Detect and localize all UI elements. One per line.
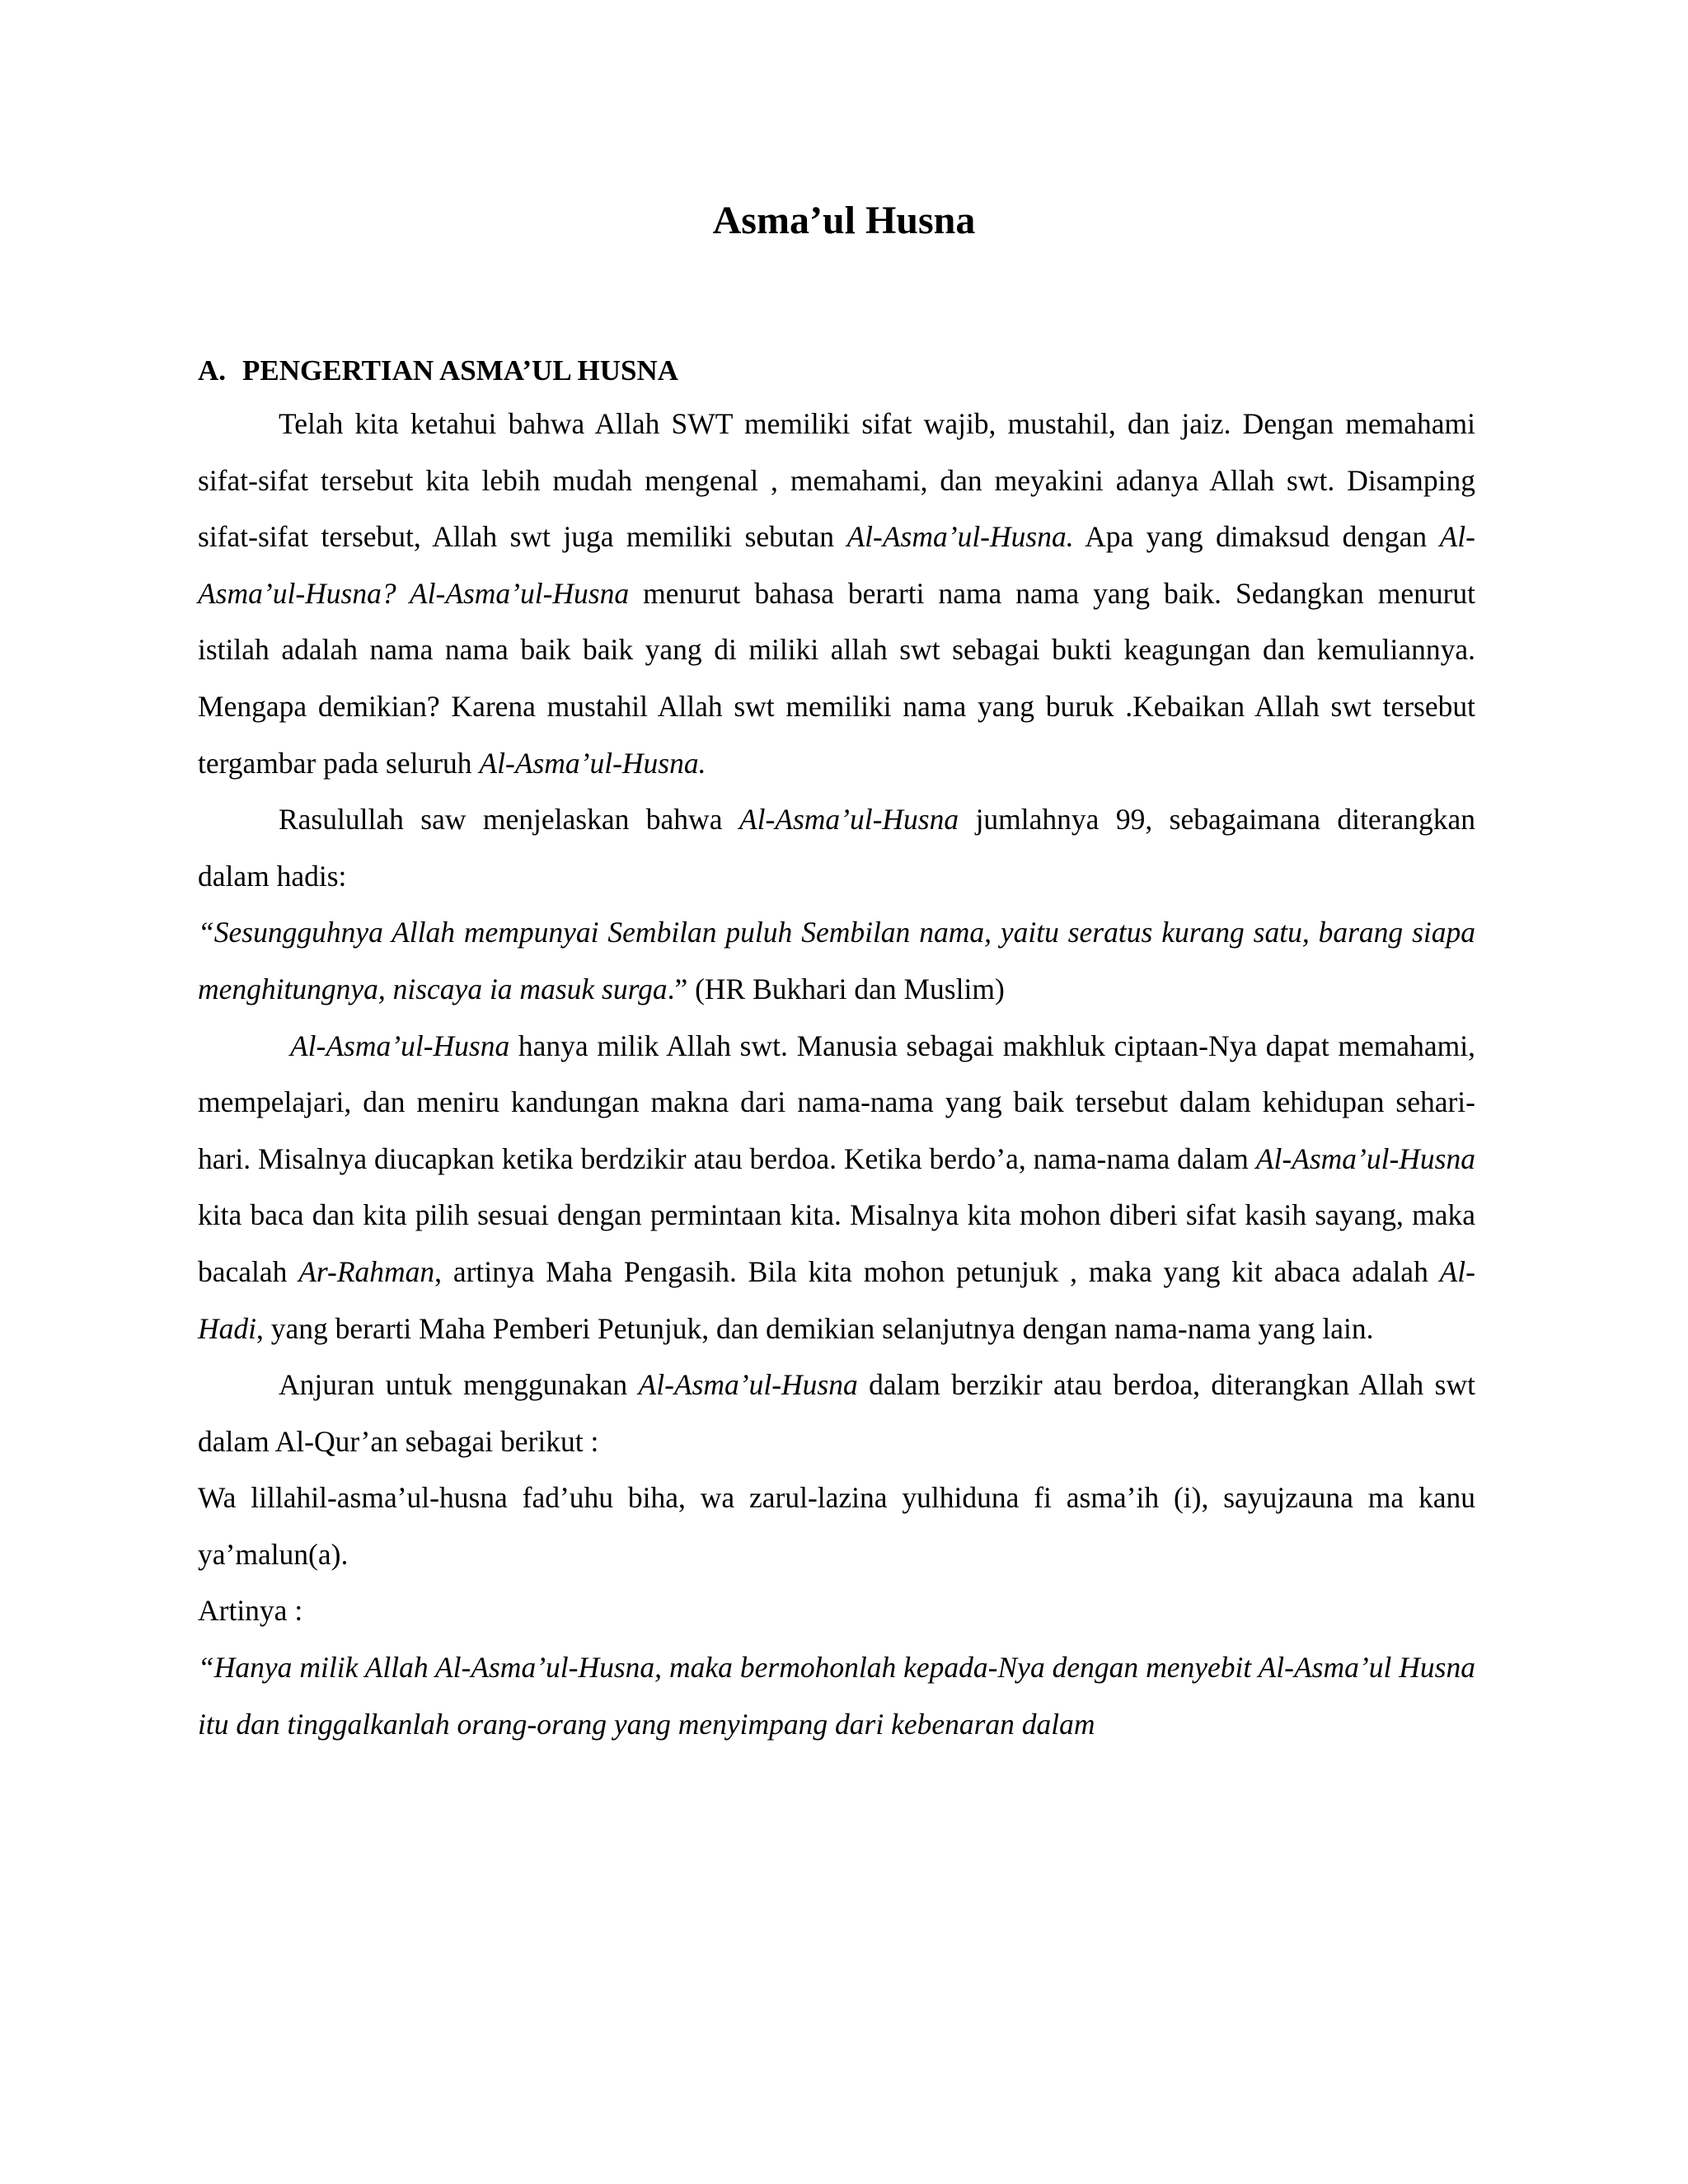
- paragraph-rasulullah: [198, 791, 1475, 904]
- italic-term: Al-Asma’ul-Husna? Al-Asma’ul-Husna: [198, 520, 1475, 610]
- italic-term: Al-Hadi: [198, 1254, 1475, 1345]
- italic-term: Ar-Rahman: [298, 1254, 435, 1288]
- italic-term: Al-Asma’ul-Husna: [638, 1368, 858, 1402]
- italic-term: Al-Asma’ul-Husna: [1255, 1141, 1475, 1175]
- paragraph-text: Telah kita ketahui bahwa Allah SWT memiliki sifat wajib, mustahil, dan jaiz. Dengan memahami sifat-sifat tersebut kita lebih mudah mengenal , memahami, dan meyakini adanya Allah swt. Disamping sifat-sifat tersebut, Allah swt juga memiliki sebutan: [198, 407, 1475, 554]
- paragraph-definition: [198, 396, 1475, 791]
- italic-term: Al-Asma’ul-Husna: [738, 803, 959, 837]
- paragraph-text: , yang berarti Maha Pemberi Petunjuk, dan demikian selanjutnya dengan nama-nama yang lain.: [256, 1311, 1374, 1345]
- quran-translation: “Hanya milik Allah Al-Asma’ul-Husna, maka bermohonlah kepada-Nya dengan menyebit Al-Asma’ul Husna itu dan tinggalkanlah orang-orang yang menyimpang dari kebenaran dalam: [198, 1651, 1475, 1741]
- page-title: Asma’ul Husna: [712, 199, 976, 242]
- paragraph-text: Anjuran untuk menggunakan: [279, 1368, 639, 1402]
- hadith-source: .” (HR Bukhari dan Muslim): [667, 972, 1005, 1005]
- paragraph-text: jumlahnya 99, sebagaimana diterangkan dalam hadis:: [198, 803, 1476, 893]
- paragraph-usage: [198, 1018, 1475, 1357]
- hadith-text: “Sesungguhnya Allah mempunyai Sembilan puluh Sembilan nama, yaitu seratus kurang satu, barang siapa menghitungnya, niscaya ia masuk surga: [198, 916, 1475, 1005]
- italic-term: Al-Asma’ul-Husna.: [479, 746, 706, 780]
- paragraph-anjuran: [198, 1357, 1475, 1469]
- section-number: A.: [198, 354, 227, 387]
- paragraph-text: Apa yang dimaksud dengan: [1073, 520, 1440, 554]
- paragraph-text: hanya milik Allah swt. Manusia sebagai makhluk ciptaan-Nya dapat memahami, mempelajari, dan meniru kandungan makna dari nama-nama yang baik tersebut dalam kehidupan sehari-hari. Misalnya diucapkan ketika berdzikir atau berdoa. Ketika berdo’a, nama-nama dalam: [198, 1029, 1475, 1175]
- paragraph-text: kita baca dan kita pilih sesuai dengan permintaan kita. Misalnya kita mohon diberi sifat kasih sayang, maka bacalah: [198, 1198, 1475, 1288]
- paragraph-text: menurut bahasa berarti nama nama yang baik. Sedangkan menurut istilah adalah nama nama baik baik yang di miliki allah swt sebagai bukti keagungan dan kemuliannya. Mengapa demikian? Karena mustahil Allah swt memiliki nama yang buruk .Kebaikan Allah swt tersebut tergambar pada seluruh: [198, 576, 1476, 780]
- hadith-quote: [198, 904, 1475, 1017]
- paragraph-text: , artinya Maha Pengasih. Bila kita mohon petunjuk , maka yang kit abaca adalah: [434, 1254, 1440, 1288]
- paragraph-text: Rasulullah saw menjelaskan bahwa: [279, 803, 739, 837]
- italic-term: Al-Asma’ul-Husna: [290, 1029, 510, 1062]
- document-body: [198, 396, 1475, 1752]
- quran-transliteration: Wa lillahil-asma’ul-husna fad’uhu biha, wa zarul-lazina yulhiduna fi asma’ih (i), sayujzauna ma kanu ya’malun(a).: [198, 1481, 1475, 1571]
- italic-term: Al-Asma’ul-Husna.: [846, 520, 1074, 554]
- section-heading: [198, 351, 678, 391]
- paragraph-text: dalam berzikir atau berdoa, diterangkan Allah swt dalam Al-Qur’an sebagai berikut :: [198, 1368, 1475, 1458]
- translation-label: Artinya :: [198, 1594, 303, 1628]
- section-heading-text: PENGERTIAN ASMA’UL HUSNA: [242, 354, 679, 387]
